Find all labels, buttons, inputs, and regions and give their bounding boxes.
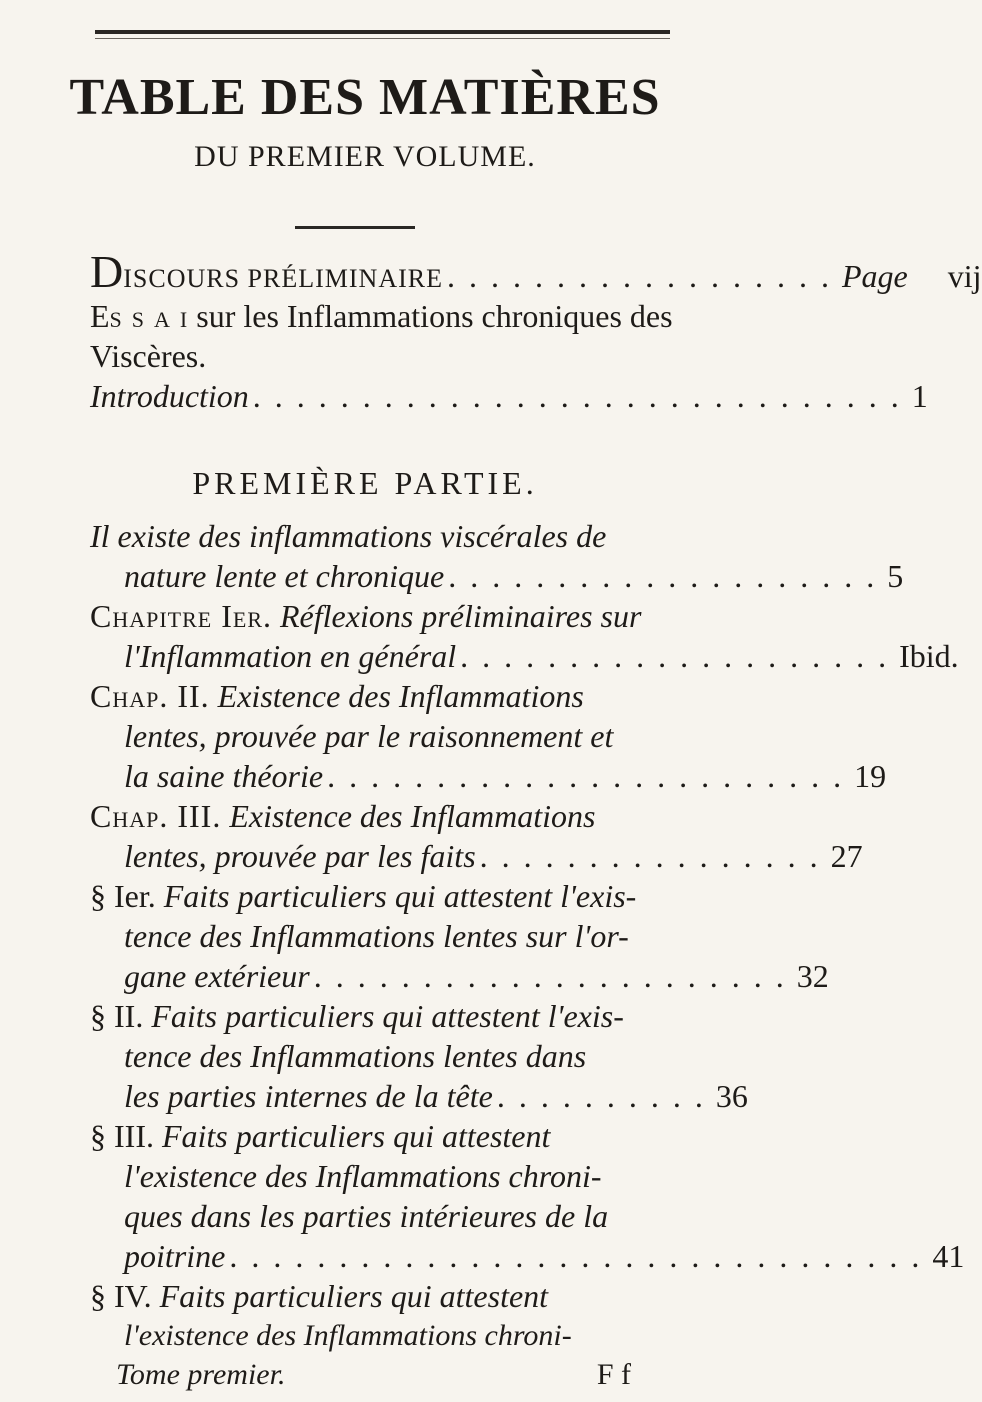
toc-entry-line <box>124 756 887 796</box>
drop-initial: D <box>90 246 124 297</box>
toc-entry-line <box>124 956 829 996</box>
entry-text: Faits particuliers qui attestent l'exis- <box>151 998 624 1034</box>
page-footer <box>116 1358 631 1392</box>
leader-dots: . . . . . . . . . . . . . . . . . . . . . . . . <box>327 758 845 794</box>
title-divider <box>295 226 415 229</box>
entry-text: l'Inflammation en général <box>124 638 457 674</box>
leader-dots: . . . . . . . . . . . . . . . . . . . . . . <box>313 958 787 994</box>
page-number: 41 <box>932 1238 965 1274</box>
toc-entry-line <box>124 1236 965 1276</box>
entry-head: Chap. II. <box>90 678 210 714</box>
toc-entry-heading <box>90 1116 692 1156</box>
page-number: 36 <box>715 1078 748 1114</box>
toc-entry-line: ques dans les parties intérieures de la <box>124 1198 609 1234</box>
entry-text: gane extérieur <box>124 958 310 994</box>
page-number: 1 <box>911 378 928 414</box>
toc-entry-heading <box>90 796 692 836</box>
page-number: Ibid. <box>899 638 959 674</box>
leader-dots: . . . . . . . . . . . . . . . . . . . . . . . . . . . . . . . . <box>229 1238 923 1274</box>
page-label: Page <box>841 258 908 294</box>
essai-continuation: Viscères. <box>90 338 207 374</box>
entry-head: Chapitre Ier. <box>90 598 272 634</box>
leader-dots: . . . . . . . . . . . . . . . . <box>479 838 821 874</box>
top-rule-thin <box>95 38 670 39</box>
entry-text: ISCOURS PRÉLIMINAIRE <box>123 264 443 293</box>
entry-text: la saine théorie <box>124 758 324 794</box>
entry-head: Chap. III. <box>90 798 222 834</box>
page-number: 27 <box>830 838 863 874</box>
entry-text: Réflexions préliminaires sur <box>280 598 642 634</box>
page-number: 19 <box>854 758 887 794</box>
entry-text: Faits particuliers qui attestent <box>161 1118 551 1154</box>
toc-entry-introduction <box>90 376 928 416</box>
page-number: 32 <box>796 958 829 994</box>
entry-head: § III. <box>90 1118 154 1154</box>
signature-mark: F f <box>596 1358 631 1391</box>
essai-text: sur les Inflammations chroniques des <box>188 298 673 334</box>
entry-text: les parties internes de la tête <box>124 1078 493 1114</box>
toc-entry-heading <box>90 996 692 1036</box>
entry-text: Faits particuliers qui attestent l'exis- <box>163 878 637 914</box>
toc-entry-line: l'existence des Inflammations chroni- <box>124 1319 572 1352</box>
toc-entry-line <box>124 636 959 676</box>
toc-entry-line: tence des Inflammations lentes sur l'or- <box>124 918 629 954</box>
entry-text: poitrine <box>124 1238 226 1274</box>
toc-entry-discours <box>90 246 982 299</box>
entry-head: § IV. <box>90 1278 152 1314</box>
entry-head: § II. <box>90 998 144 1034</box>
page-number: vij <box>947 258 982 294</box>
page-subtitle: DU PREMIER VOLUME. <box>194 140 536 173</box>
toc-entry-heading <box>90 1276 692 1316</box>
leader-dots: . . . . . . . . . . <box>496 1078 706 1114</box>
toc-entry-essai <box>90 296 708 336</box>
toc-entry-heading <box>90 876 692 916</box>
top-rule <box>95 30 670 34</box>
entry-head: § Ier. <box>90 878 156 914</box>
page-title: TABLE DES MATIÈRES <box>69 69 661 126</box>
entry-text: nature lente et chronique <box>124 558 445 594</box>
entry-text: lentes, prouvée par les faits <box>124 838 476 874</box>
toc-entry-line <box>124 836 863 876</box>
entry-text: Introduction <box>90 378 249 414</box>
toc-entry-line <box>124 1076 748 1116</box>
toc-entry-heading <box>90 596 692 636</box>
page-number: 5 <box>887 558 904 594</box>
essai-initial: E <box>90 298 110 334</box>
toc-entry-line: Il existe des inflammations viscérales de <box>90 518 607 554</box>
leader-dots: . . . . . . . . . . . . . . . . . . . . <box>460 638 890 674</box>
leader-dots: . . . . . . . . . . . . . . . . . . . . <box>448 558 878 594</box>
entry-text: Existence des Inflammations <box>217 678 584 714</box>
toc-entry-line: lentes, prouvée par le raisonnement et <box>124 718 614 754</box>
entry-text: Faits particuliers qui attestent <box>159 1278 549 1314</box>
leader-dots: . . . . . . . . . . . . . . . . . . <box>446 258 832 294</box>
leader-dots: . . . . . . . . . . . . . . . . . . . . . . . . . . . . . . <box>252 378 902 414</box>
part-heading: PREMIÈRE PARTIE. <box>192 465 538 501</box>
toc-entry-line: l'existence des Inflammations chroni- <box>124 1158 602 1194</box>
essai-lead: s s a i <box>109 298 189 334</box>
entry-text: Existence des Inflammations <box>229 798 596 834</box>
footer-volume: Tome premier. <box>116 1358 286 1391</box>
toc-entry-line: tence des Inflammations lentes dans <box>124 1038 587 1074</box>
toc-entry-heading <box>90 676 692 716</box>
toc-entry-line <box>124 556 904 596</box>
